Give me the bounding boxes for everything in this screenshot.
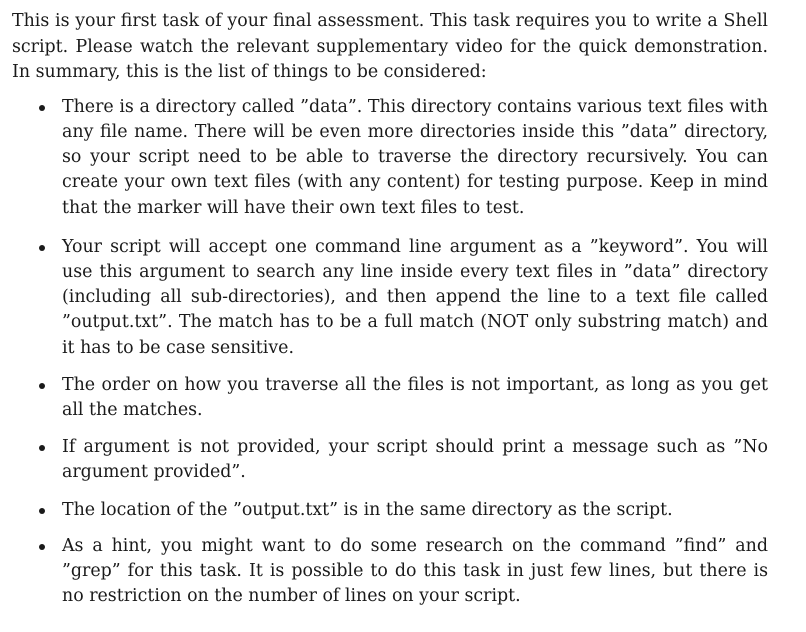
bullet-icon	[39, 544, 45, 550]
list-item-text: There is a directory called ”data”. This directory contains various text files with any file name. There will be even more directories inside this ”data” directory, so your script need to be able to traverse the directory recursively. You can create your own text files (with any content) for testing purpose. Keep in mind that the marker will have their own text files to test.	[62, 96, 768, 218]
intro-paragraph: This is your first task of your final assessment. This task requires you to write a Shell script. Please watch the relevant supplementary video for the quick demonstration. In summary, this is the list of things to be considered:	[12, 11, 768, 83]
list-item-text: The location of the ”output.txt” is in the same directory as the script.	[62, 499, 673, 520]
list-item-text: Your script will accept one command line argument as a ”keyword”. You will use this argument to search any line inside every text files in ”data” directory (including all sub-directories), and then append the line to a text file called ”output.txt”. The match has to be a full match (NOT only substring match) and it has to be case sensitive.	[62, 236, 768, 358]
bullet-icon	[39, 508, 45, 514]
bullet-icon	[39, 445, 45, 451]
bullet-icon	[39, 105, 45, 111]
list-item	[12, 435, 768, 485]
list-item	[12, 534, 768, 610]
list-item-text: The order on how you traverse all the files is not important, as long as you get all the matches.	[62, 374, 768, 421]
bullet-icon	[39, 383, 45, 389]
list-item-text: If argument is not provided, your script should print a message such as ”No argument provided”.	[62, 437, 768, 483]
requirements-list	[12, 95, 768, 610]
bullet-icon	[39, 245, 45, 251]
list-item	[12, 498, 768, 523]
list-item	[12, 373, 768, 423]
list-item	[12, 235, 768, 361]
list-item	[12, 95, 768, 221]
list-item-text: As a hint, you might want to do some research on the command ”find” and ”grep” for this task. It is possible to do this task in just few lines, but there is no restriction on the number of lines on your script.	[62, 535, 768, 607]
